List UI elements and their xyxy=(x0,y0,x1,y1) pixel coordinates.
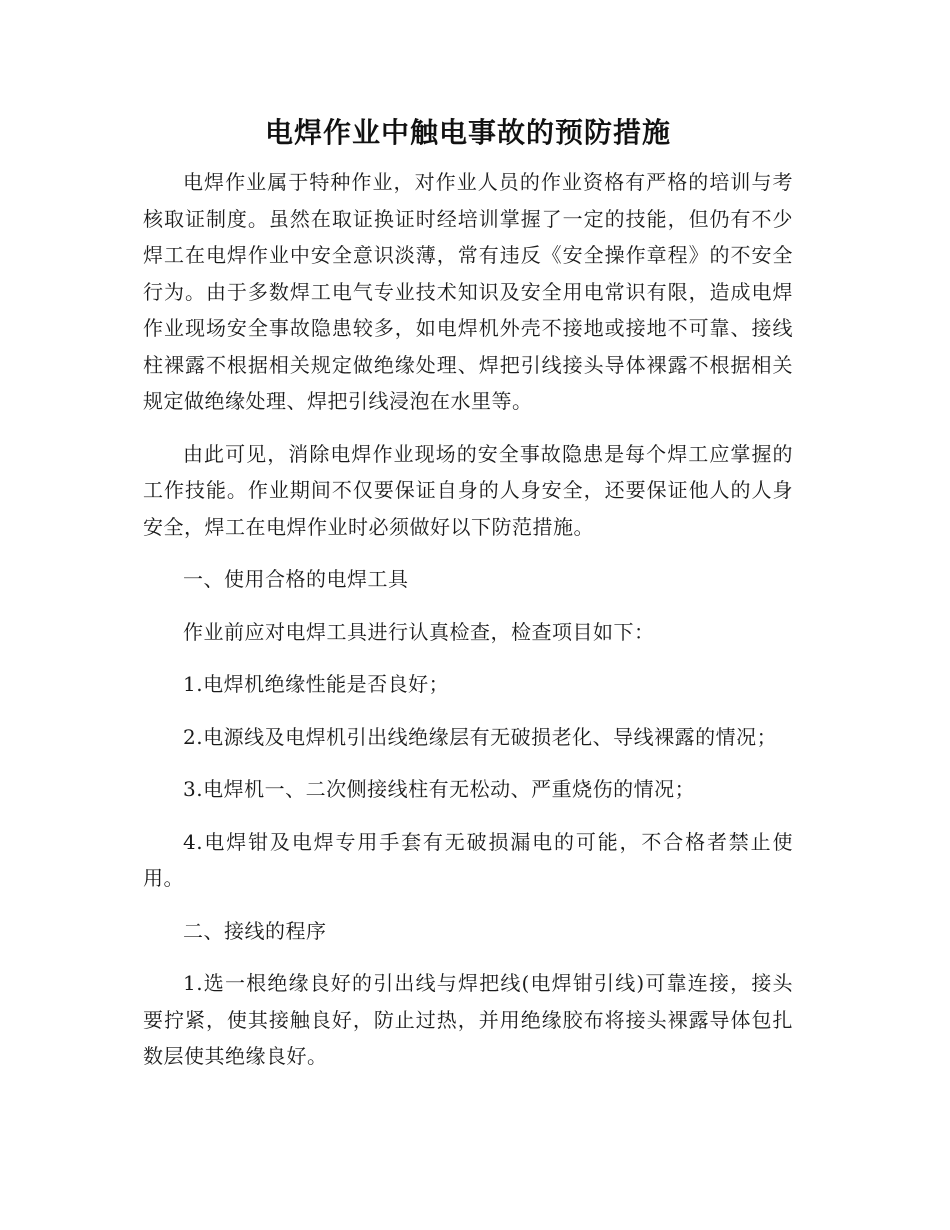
document-body xyxy=(143,108,793,1091)
paragraph-conclusion: 由此可见，消除电焊作业现场的安全事故隐患是每个焊工应掌握的工作技能。作业期间不仅要保证自身的人身安全，还要保证他人的人身安全，焊工在电焊作业时必须做好以下防范措施。 xyxy=(143,441,793,539)
paragraph-intro: 电焊作业属于特种作业，对作业人员的作业资格有严格的培训与考核取证制度。虽然在取证换证时经培训掌握了一定的技能，但仍有不少焊工在电焊作业中安全意识淡薄，常有违反《安全操作章程》的不安全行为。由于多数焊工电气专业技术知识及安全用电常识有限，造成电焊作业现场安全事故隐患较多，如电焊机外壳不接地或接地不可靠、接线柱裸露不根据相关规定做绝缘处理、焊把引线接头导体裸露不根据相关规定做绝缘处理、焊把引线浸泡在水里等。 xyxy=(143,170,793,413)
list-item-4: 4.电焊钳及电焊专用手套有无破损漏电的可能，不合格者禁止使用。 xyxy=(143,829,793,890)
document-title: 电焊作业中触电事故的预防措施 xyxy=(264,116,671,149)
list-item-1: 1.电焊机绝缘性能是否良好； xyxy=(183,672,450,696)
list-item-3: 3.电焊机一、二次侧接线柱有无松动、严重烧伤的情况； xyxy=(183,777,696,801)
section-heading-wiring: 二、接线的程序 xyxy=(183,918,327,943)
list-item-2: 2.电源线及电焊机引出线绝缘层有无破损老化、导线裸露的情况； xyxy=(183,724,778,749)
paragraph-inspection: 作业前应对电焊工具进行认真检查，检查项目如下： xyxy=(183,619,655,644)
wiring-step-1: 1.选一根绝缘良好的引出线与焊把线(电焊钳引线)可靠连接，接头要拧紧，使其接触良好，防止过热，并用绝缘胶布将接头裸露导体包扎数层使其绝缘良好。 xyxy=(143,971,793,1068)
section-heading-tools: 一、使用合格的电焊工具 xyxy=(183,567,409,591)
